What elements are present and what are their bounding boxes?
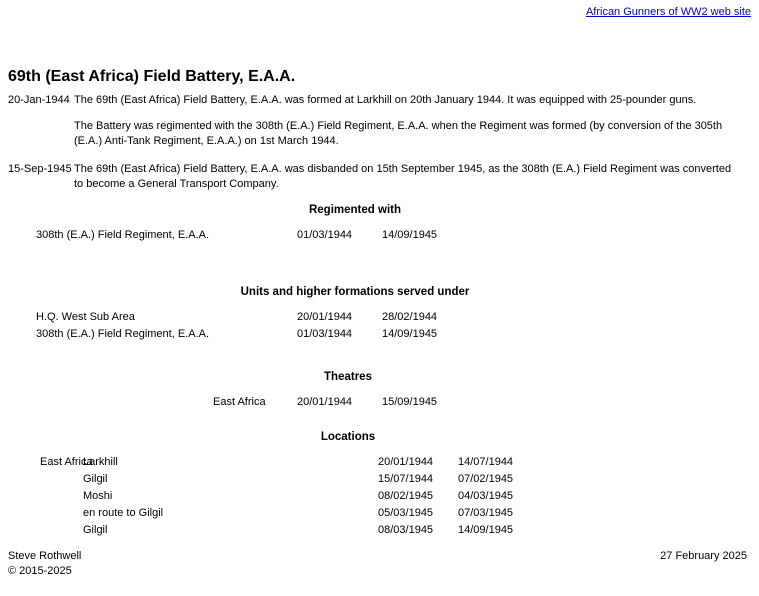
- unit-name: 308th (E.A.) Field Regiment, E.A.A.: [36, 328, 210, 340]
- table-row: [0, 488, 759, 505]
- location-region: [0, 488, 83, 505]
- unit-name: 308th (E.A.) Field Regiment, E.A.A.: [36, 229, 210, 241]
- date-from: 08/02/1945: [378, 490, 434, 502]
- event-body: [74, 93, 759, 149]
- event-list: [0, 93, 759, 192]
- section-rows: [0, 394, 759, 411]
- location-place: Larkhill: [83, 456, 118, 468]
- location-place: Gilgil: [83, 524, 108, 536]
- section-regimented-with: [0, 204, 759, 244]
- event-spacer: [0, 149, 759, 162]
- date-to: 15/09/1945: [382, 396, 438, 408]
- event-row: [0, 93, 759, 149]
- event-paragraph: The 69th (East Africa) Field Battery, E.A.A. was formed at Larkhill on 20th January 1944. It was equipped with 25-pounder guns.: [74, 94, 697, 106]
- footer-copyright: © 2015-2025: [8, 565, 72, 577]
- section-heading: Units and higher formations served under: [240, 286, 470, 298]
- date-to: 14/09/1945: [458, 524, 514, 536]
- page-title: 69th (East Africa) Field Battery, E.A.A.: [8, 67, 296, 85]
- date-to: 14/09/1945: [382, 229, 438, 241]
- section-rows: [0, 309, 759, 343]
- date-to: 28/02/1944: [382, 311, 438, 323]
- date-from: 20/01/1944: [297, 396, 353, 408]
- location-place: Gilgil: [83, 473, 108, 485]
- table-row: [0, 522, 759, 539]
- date-to: 14/07/1944: [458, 456, 514, 468]
- location-region: [0, 522, 83, 539]
- event-row: [0, 162, 759, 192]
- location-region: [0, 505, 83, 522]
- section-units-served-under: [0, 286, 759, 343]
- date-from: 01/03/1944: [297, 229, 353, 241]
- event-paragraph: The Battery was regimented with the 308th (E.A.) Field Regiment, E.A.A. when the Regiment was formed (by conversion of the 305th (E.A.) Anti-Tank Regiment, E.A.A.) on 1st March 1944.: [74, 120, 723, 147]
- location-place: Moshi: [83, 490, 113, 502]
- date-to: 07/02/1945: [458, 473, 514, 485]
- table-row: [0, 454, 759, 471]
- location-region: East Africa: [40, 456, 93, 468]
- page-footer: [0, 549, 759, 579]
- date-from: 20/01/1944: [297, 311, 353, 323]
- table-row: [0, 505, 759, 522]
- table-row: [0, 394, 759, 411]
- date-to: 14/09/1945: [382, 328, 438, 340]
- table-row: [0, 227, 759, 244]
- date-to: 07/03/1945: [458, 507, 514, 519]
- header-link-bar: [586, 2, 751, 20]
- section-locations: [0, 431, 759, 539]
- theatre-name: East Africa: [213, 396, 266, 408]
- section-heading: Theatres: [324, 371, 372, 383]
- event-paragraph: The 69th (East Africa) Field Battery, E.A.A. was disbanded on 15th September 1945, as the 308th (E.A.) Field Regiment was converted to become a General Transport Company.: [74, 163, 732, 190]
- table-row: [0, 309, 759, 326]
- section-theatres: [0, 371, 759, 411]
- table-row: [0, 326, 759, 343]
- section-rows: [0, 227, 759, 244]
- footer-author: Steve Rothwell: [8, 550, 82, 562]
- location-place: en route to Gilgil: [83, 507, 164, 519]
- footer-date: 27 February 2025: [660, 550, 747, 562]
- section-heading: Regimented with: [308, 204, 401, 216]
- table-row: [0, 471, 759, 488]
- location-region: [0, 471, 83, 488]
- date-from: 01/03/1944: [297, 328, 353, 340]
- date-to: 04/03/1945: [458, 490, 514, 502]
- section-heading: Locations: [320, 431, 376, 443]
- unit-name: H.Q. West Sub Area: [36, 311, 135, 323]
- date-from: 15/07/1944: [378, 473, 434, 485]
- date-from: 08/03/1945: [378, 524, 434, 536]
- event-body: [74, 162, 759, 192]
- date-from: 05/03/1945: [378, 507, 434, 519]
- section-rows: [0, 454, 759, 539]
- event-date: 15-Sep-1945: [8, 163, 72, 175]
- african-gunners-site-link[interactable]: African Gunners of WW2 web site: [585, 6, 751, 18]
- event-date: 20-Jan-1944: [8, 94, 70, 106]
- date-from: 20/01/1944: [378, 456, 434, 468]
